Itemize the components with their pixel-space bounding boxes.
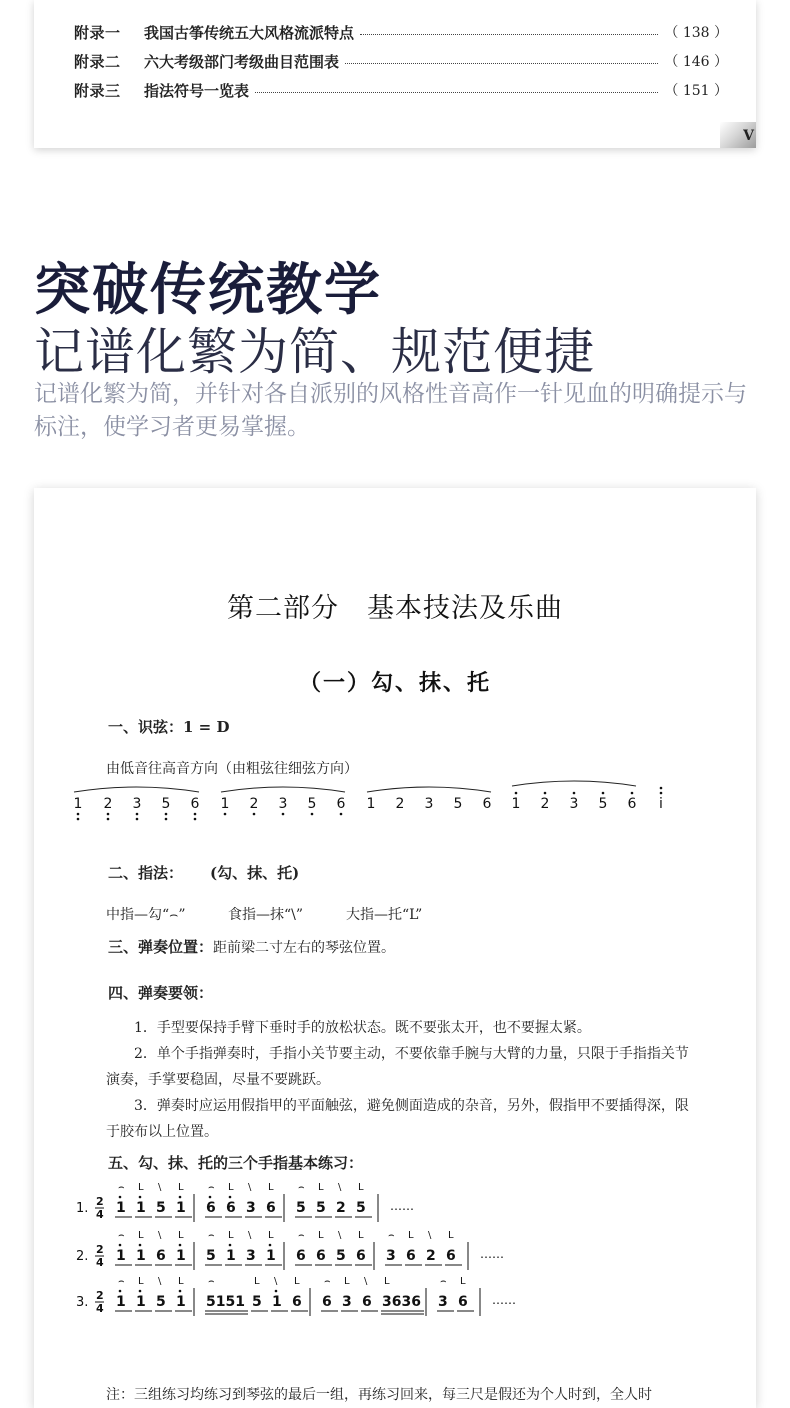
toc-page: （ 138 ） (664, 25, 728, 41)
exercise-note: 1 (176, 1200, 186, 1216)
toc-row[interactable] (74, 20, 728, 44)
scale-note: 5 (161, 796, 171, 812)
toc-label: 附录三 (74, 81, 121, 100)
finger-symbol: \ (248, 1230, 252, 1241)
exercise-note: 6 (316, 1248, 326, 1264)
exercise-note: 3 (246, 1248, 256, 1264)
exercise-number: 2. (76, 1249, 89, 1264)
heading-position: 三、弹奏位置： (108, 938, 214, 956)
finger-symbol: L (408, 1230, 414, 1241)
position-text: 距前梁二寸左右的琴弦位置。 (213, 940, 396, 956)
finger-symbol: L (178, 1230, 184, 1241)
toc-page: （ 146 ） (664, 54, 728, 70)
octave-dot (179, 1244, 182, 1247)
finger-symbol: ⌢ (118, 1230, 125, 1241)
exercise-note: 6 (156, 1248, 166, 1264)
exercise-note: 6 (266, 1200, 276, 1216)
exercise-note: 1 (116, 1200, 126, 1216)
toc-row[interactable] (74, 78, 728, 102)
octave-dot (229, 1196, 232, 1199)
exercise-note: 6 (356, 1248, 366, 1264)
finger-symbol: \ (158, 1182, 162, 1193)
continuation-dots: …… (390, 1199, 414, 1213)
scale-note: 3 (569, 796, 579, 812)
exercise-notation (34, 488, 756, 1368)
exercise-note: 6 (206, 1200, 216, 1216)
exercise-note: 1 (176, 1294, 186, 1310)
octave-dot (275, 1290, 278, 1293)
finger-symbol: L (358, 1230, 364, 1241)
point-2: 2．单个手指弹奏时，手指小关节要主动，不要依靠手腕与大臂的力量，只限于手指指关节 (134, 1046, 689, 1062)
scale-note: 2 (249, 796, 259, 812)
exercise-note: 3 (438, 1294, 448, 1310)
finger-symbol: L (318, 1182, 324, 1193)
exercise-note: 1 (136, 1294, 146, 1310)
direction-note: 由低音往高音方向（由粗弦往细弦方向） (106, 761, 358, 777)
octave-dot (139, 1244, 142, 1247)
fingering-middle: 中指—勾“⌢” (106, 907, 186, 923)
exercise-note: 5 (156, 1200, 166, 1216)
part-title: 第二部分 基本技法及乐曲 (227, 593, 563, 624)
finger-symbol: \ (364, 1276, 368, 1287)
octave-dot (119, 1244, 122, 1247)
exercise-note: 3 (342, 1294, 352, 1310)
exercise-note: 6 (322, 1294, 332, 1310)
scale-note: 5 (453, 796, 463, 812)
point-3-cont: 于胶布以上位置。 (106, 1124, 218, 1140)
heading-strings: 一、识弦：1 = D (108, 718, 230, 736)
exercise-note: 1 (116, 1294, 126, 1310)
finger-symbol: ⌢ (208, 1182, 215, 1193)
finger-symbol: L (254, 1276, 260, 1287)
time-signature-top: 2 (96, 1289, 104, 1302)
scale-note: i (659, 796, 663, 812)
fingering-names: (勾、抹、托) (210, 864, 300, 882)
scale-note: 1 (73, 796, 83, 812)
exercise-note: 5 (252, 1294, 262, 1310)
octave-dot (139, 1196, 142, 1199)
exercise-note: 1 (136, 1248, 146, 1264)
finger-symbol: \ (274, 1276, 278, 1287)
exercise-note: 1 (116, 1248, 126, 1264)
exercise-note: 6 (446, 1248, 456, 1264)
toc-label: 附录二 (74, 52, 121, 71)
octave-dot (209, 1196, 212, 1199)
finger-symbol: L (384, 1276, 390, 1287)
toc-title: 指法符号一览表 (144, 81, 250, 100)
toc-row[interactable] (74, 49, 728, 73)
heading-exercises: 五、勾、抹、托的三个手指基本练习： (108, 1154, 364, 1172)
finger-symbol: \ (428, 1230, 432, 1241)
finger-symbol: L (178, 1182, 184, 1193)
heading-essentials: 四、弹奏要领： (108, 984, 214, 1002)
time-signature-bottom: 4 (96, 1256, 104, 1269)
scale-note: 1 (366, 796, 376, 812)
exercise-note: 6 (362, 1294, 372, 1310)
scale-note: 6 (190, 796, 200, 812)
scale-note: 6 (336, 796, 346, 812)
time-signature-bottom: 4 (96, 1208, 104, 1221)
octave-dot (139, 1290, 142, 1293)
scale-note: 2 (103, 796, 113, 812)
scale-note: 2 (395, 796, 405, 812)
octave-dot (119, 1196, 122, 1199)
finger-symbol: L (460, 1276, 466, 1287)
finger-symbol: L (358, 1182, 364, 1193)
finger-symbol: L (318, 1230, 324, 1241)
exercise-note: 5151 (206, 1294, 245, 1310)
finger-symbol: L (268, 1182, 274, 1193)
scale-note: 6 (482, 796, 492, 812)
scale-note: 3 (132, 796, 142, 812)
finger-symbol: ⌢ (118, 1276, 125, 1287)
scale-note: 1 (220, 796, 230, 812)
finger-symbol: \ (338, 1230, 342, 1241)
hero-title: 突破传统教学 (34, 258, 382, 323)
exercise-note: 1 (226, 1248, 236, 1264)
finger-symbol: L (228, 1182, 234, 1193)
finger-symbol: \ (158, 1276, 162, 1287)
finger-symbol: L (178, 1276, 184, 1287)
page-number-roman: V (743, 128, 754, 144)
scale-note: 3 (424, 796, 434, 812)
fingering-index: 食指—抹“\” (228, 907, 304, 923)
hero-description: 记谱化繁为简，并针对各自派别的风格性音高作一针见血的明确提示与标注，使学习者更易掌握。 (34, 381, 747, 440)
finger-symbol: ⌢ (208, 1230, 215, 1241)
finger-symbol: L (138, 1230, 144, 1241)
octave-dot (269, 1244, 272, 1247)
finger-symbol: ⌢ (118, 1182, 125, 1193)
octave-dot (229, 1244, 232, 1247)
continuation-dots: …… (492, 1293, 516, 1307)
point-3: 3．弹奏时应运用假指甲的平面触弦，避免侧面造成的杂音，另外，假指甲不要插得深，限 (134, 1098, 689, 1114)
exercise-note: 5 (206, 1248, 216, 1264)
exercise-note: 5 (336, 1248, 346, 1264)
exercise-note: 5 (156, 1294, 166, 1310)
exercise-number: 1. (76, 1201, 89, 1216)
continuation-dots: …… (480, 1247, 504, 1261)
exercise-note: 1 (266, 1248, 276, 1264)
toc-page: （ 151 ） (664, 83, 728, 99)
exercise-note: 5 (356, 1200, 366, 1216)
exercise-note: 5 (316, 1200, 326, 1216)
fingering-thumb: 大指—托“L” (346, 907, 423, 923)
toc-leader-dots (345, 63, 658, 64)
hero-subtitle: 记谱化繁为简、规范便捷 (34, 323, 595, 381)
exercise-note: 3 (386, 1248, 396, 1264)
exercise-note: 6 (292, 1294, 302, 1310)
exercise-number: 3. (76, 1295, 89, 1310)
book-page-card (34, 488, 756, 1408)
finger-symbol: ⌢ (298, 1230, 305, 1241)
exercise-note: 1 (272, 1294, 282, 1310)
scale-note: 6 (627, 796, 637, 812)
finger-symbol: ⌢ (298, 1182, 305, 1193)
toc-card (34, 0, 756, 148)
finger-symbol: ⌢ (388, 1230, 395, 1241)
scale-note: 2 (540, 796, 550, 812)
finger-symbol: \ (158, 1230, 162, 1241)
time-signature-top: 2 (96, 1195, 104, 1208)
exercise-note: 1 (176, 1248, 186, 1264)
finger-symbol: \ (248, 1182, 252, 1193)
finger-symbol: \ (338, 1182, 342, 1193)
finger-symbol: L (448, 1230, 454, 1241)
finger-symbol: L (138, 1182, 144, 1193)
finger-symbol: L (294, 1276, 300, 1287)
scale-note: 3 (278, 796, 288, 812)
finger-symbol: ⌢ (440, 1276, 447, 1287)
scale-note: 5 (307, 796, 317, 812)
toc-title: 六大考级部门考级曲目范围表 (144, 52, 340, 71)
time-signature-top: 2 (96, 1243, 104, 1256)
exercise-note: 6 (226, 1200, 236, 1216)
exercise-note: 1 (136, 1200, 146, 1216)
toc-leader-dots (360, 34, 658, 35)
footnote: 注：三组练习均练习到琴弦的最后一组，再练习回来，每三尺是假还为个人时到，全人时 (106, 1387, 652, 1403)
finger-symbol: ⌢ (208, 1276, 215, 1287)
finger-symbol: L (228, 1230, 234, 1241)
toc-title: 我国古筝传统五大风格流派特点 (144, 23, 355, 42)
finger-symbol: L (344, 1276, 350, 1287)
exercise-note: 3 (246, 1200, 256, 1216)
octave-dot (119, 1290, 122, 1293)
octave-dot (179, 1196, 182, 1199)
toc-label: 附录一 (74, 23, 121, 42)
scale-note: 5 (598, 796, 608, 812)
exercise-note: 2 (336, 1200, 346, 1216)
exercise-note: 6 (458, 1294, 468, 1310)
exercise-note: 3636 (382, 1294, 421, 1310)
section-title: （一）勾、抹、托 (298, 670, 491, 696)
finger-symbol: ⌢ (324, 1276, 331, 1287)
exercise-note: 6 (296, 1248, 306, 1264)
exercise-note: 5 (296, 1200, 306, 1216)
point-2-cont: 演奏，手掌要稳固，尽量不要跳跃。 (106, 1072, 330, 1088)
time-signature-bottom: 4 (96, 1302, 104, 1315)
finger-symbol: L (138, 1276, 144, 1287)
scale-note: 1 (511, 796, 521, 812)
exercise-note: 6 (406, 1248, 416, 1264)
finger-symbol: L (268, 1230, 274, 1241)
octave-dot (179, 1290, 182, 1293)
exercise-note: 2 (426, 1248, 436, 1264)
heading-fingering: 二、指法： (108, 864, 184, 882)
toc-leader-dots (255, 92, 658, 93)
point-1: 1．手型要保持手臂下垂时手的放松状态。既不要张太开，也不要握太紧。 (134, 1020, 591, 1036)
